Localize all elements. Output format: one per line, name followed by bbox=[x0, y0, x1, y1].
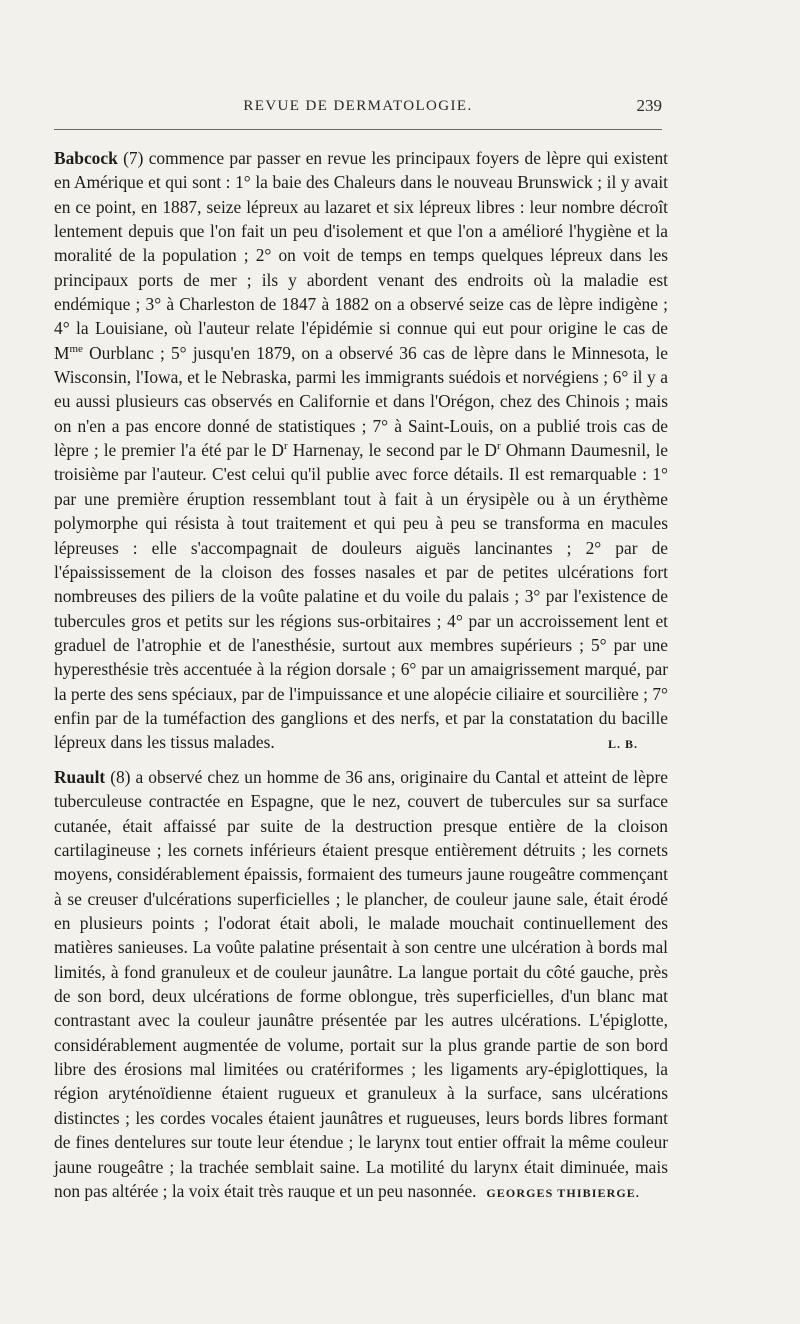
article-paragraph bbox=[54, 146, 668, 755]
superscript: r bbox=[283, 440, 288, 453]
author-name: Babcock bbox=[54, 148, 118, 168]
paragraph-text: (8) a observé chez un homme de 36 ans, originaire du Cantal et atteint de lèpre tuberculeuse contractée en Espagne, que le nez, couvert de tubercules sur sa surface cutanée, était affaissé par suite de la destruction presque entière de la cloison cartilagineuse ; les cornets inférieurs étaient presque entièrement détruits ; les cornets moyens, considérablement épaissis, formaient des tumeurs jaune rougeâtre commençant à se creuser d'ulcérations superficielles ; le plancher, de couleur jaune sale, était érodé en plusieurs points ; l'odorat était aboli, le malade mouchait continuellement des matières sanieuses. La voûte palatine présentait à son centre une ulcération à bords mal limités, à fond granuleux et de couleur jaunâtre. La langue portait du côté gauche, près de son bord, deux ulcérations de forme oblongue, très superficielles, d'un blanc mat contrastant avec la couleur jaunâtre présentée par les autres ulcérations. L'épiglotte, considérablement augmentée de volume, portait sur la plus grande partie de son bord libre des érosions mal limitées ou cratériformes ; les ligaments ary-épiglottiques, la région aryténoïdienne étaient rugueux et granuleux à la surface, sans ulcérations distinctes ; les cordes vocales étaient jaunâtres et rugueuses, leurs bords libres formant de fines dentelures sur toute leur étendue ; le larynx tout entier offrait la même couleur jaune rougeâtre ; la trachée semblait saine. La motilité du larynx était diminuée, mais non pas altérée ; la voix était très rauque et un peu nasonnée. bbox=[54, 767, 668, 1201]
article-ruault bbox=[54, 765, 668, 1205]
header-rule bbox=[54, 129, 662, 130]
superscript: r bbox=[497, 440, 501, 453]
signature: GEORGES THIBIERGE. bbox=[486, 1185, 640, 1200]
signature: L. B. bbox=[607, 737, 638, 752]
running-title: REVUE DE DERMATOLOGIE. bbox=[243, 98, 473, 114]
paragraph-text: Ourblanc ; 5° jusqu'en 1879, on a observé 36 cas de lèpre dans le Minnesota, le Wisconsin, l'Iowa, et le Nebraska, parmi les immigrants suédois et norvégiens ; 6° il y a eu aussi plusieurs cas observés en Californie et dans l'Orégon, chez des Chinois ; mais on n'en a pas encore donné de statistiques ; 7° à Saint-Louis, on a publié trois cas de lèpre ; le premier l'a été par le D bbox=[54, 342, 668, 461]
page-header bbox=[54, 96, 662, 120]
paragraph-text: Harnenay, le second par le D bbox=[287, 440, 497, 461]
paragraph-text: Ohmann Daumesnil, le troisième par l'auteur. C'est celui qu'il publie avec force détails. Il est remarquable : 1° par une première éruption ressemblant tout à fait à un érysipèle ou à un érythème polymorphe qui résista à tout traitement et qui peu à peu se transforma en macules lépreuses : elle s'accompagnait de douleurs aiguës lancinantes ; 2° par de l'épaississement de la cloison des fosses nasales et par de petites ulcérations fort nombreuses des piliers de la voûte palatine et du voile du palais ; 3° par l'existence de tubercules gros et petits sur les régions sus-orbitaires ; 4° par un accroissement lent et graduel de l'atrophie et de l'anesthésie, surtout aux membres supérieurs ; 5° par une hyperesthésie très accentuée à la région dorsale ; 6° par un amaigrissement marqué, par la perte des sens spéciaux, par de l'impuissance et une alopécie ciliaire et sourcilière ; 7° enfin par de la tuméfaction des ganglions et des nerfs, et par la constatation du bacille lépreux dans les tissus malades. bbox=[54, 440, 668, 753]
article-babcock bbox=[54, 146, 668, 757]
author-name: Ruault bbox=[54, 767, 106, 787]
paragraph-text: (7) commence par passer en revue les principaux foyers de lèpre qui existent en Amérique et qui sont : 1° la baie des Chaleurs dans le nouveau Brunswick ; il y avait en ce point, en 1887, seize lépreux au lazaret et six lépreux libres : leur nombre décroît lentement depuis que l'on fait un peu d'isolement et que l'on a amélioré l'hygiène et la moralité de la population ; 2° on voit de temps en temps quelques lépreux dans les principaux ports de mer ; ils y abordent venant des endroits où la maladie est endémique ; 3° à Charleston de 1847 à 1882 on a observé seize cas de lèpre indigène ; 4° la Louisiane, où l'auteur relate l'épidémie si connue qui eut pour origine le cas de M bbox=[54, 148, 668, 363]
article-paragraph bbox=[54, 765, 668, 1203]
page-number: 239 bbox=[636, 96, 662, 115]
superscript: me bbox=[69, 342, 83, 355]
